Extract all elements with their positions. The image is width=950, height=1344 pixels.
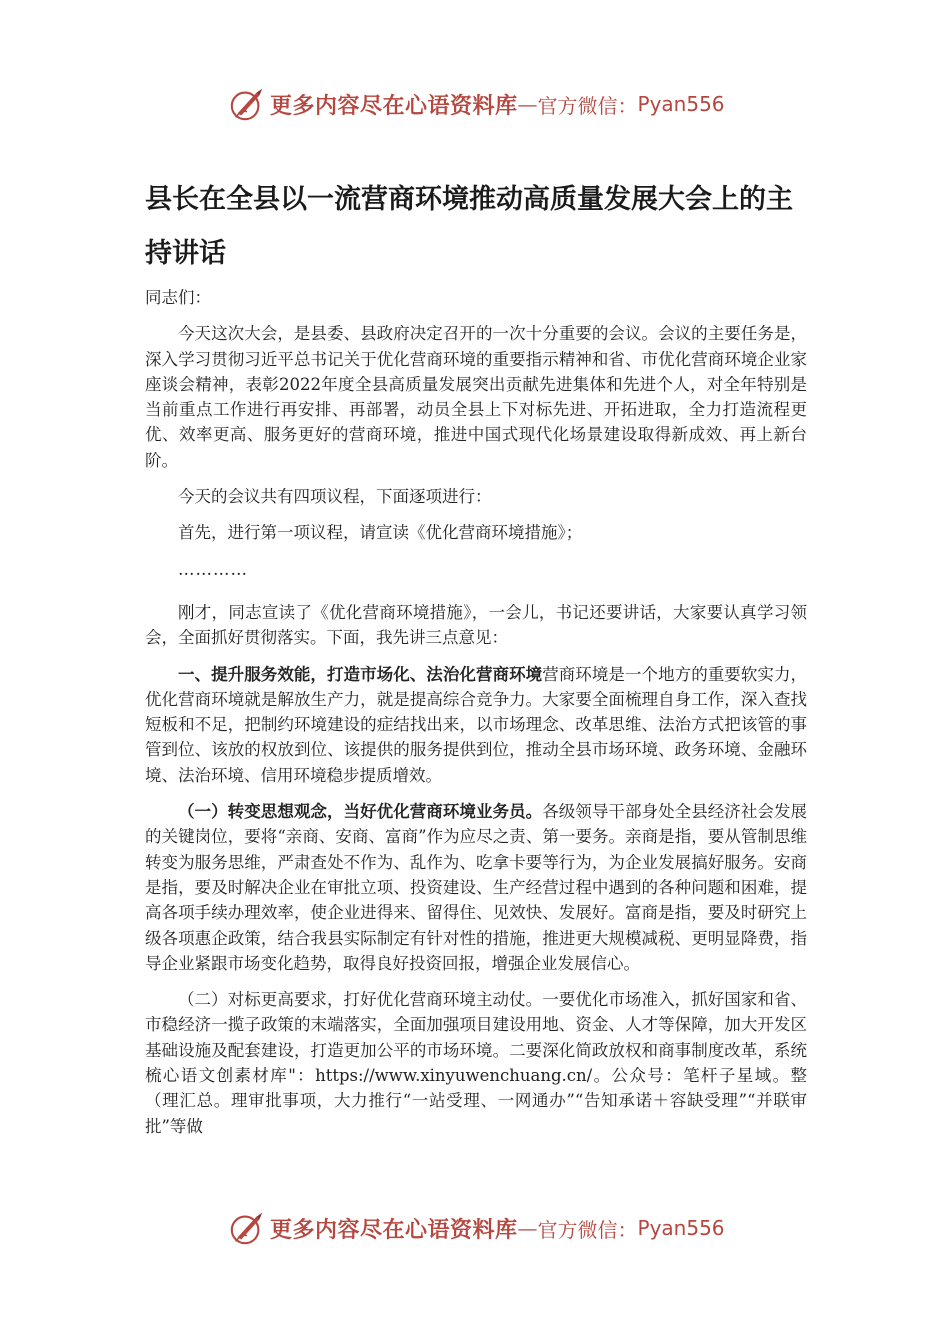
paragraph-agenda: 今天的会议共有四项议程，下面逐项进行： bbox=[178, 487, 492, 507]
ellipsis: ………… bbox=[178, 559, 248, 579]
section-1-1-body: 各级领导干部身处全县经济社会发展的关键岗位，要将“亲商、安商、富商”作为应尽之责、第一要务。亲商是指，要从管制思维转变为服务思维，严肃查处不作为、乱作为、吃拿卡要等行为，为企业发展搞好服务。安商是指，要及时解决企业在审批立项、投资建设、生产经营过程中遇到的各种问题和困难，提高各项手续办理效率，使企业进得来、留得住、见效快、发展好。富商是指，要及时研究上级各项惠企政策，结合我县实际制定有针对性的措施，推进更大规模减税、更明显降费，指导企业紧跟市场变化趋势，取得良好投资回报，增强企业发展信心。 bbox=[145, 802, 808, 973]
section-1-2-body: 一要优化市场准入，抓好国家和省、市稳经济一揽子政策的末端落实，全面加强项目建设用地、资金、人才等保障，加大开发区基础设施及配套建设，打造更加公平的市场环境。二要深化简政放权和商事制度改革，系统梳心语文创素材库"：https://www.xinyuwenchuang.cn/。公众号：笔杆子星域。整（理汇总。理审批事项，大力推行“一站受理、一网通办”“告知承诺＋容缺受理”“并联审批”等做 bbox=[145, 990, 808, 1136]
watermark-dash: — bbox=[517, 1216, 538, 1240]
section-1-heading: 一、提升服务效能，打造市场化、法治化营商环境 bbox=[178, 664, 543, 684]
header-watermark bbox=[228, 84, 725, 124]
section-1-2 bbox=[145, 987, 807, 1139]
document-title: 县长在全县以一流营商环境推动高质量发展大会上的主持讲话 bbox=[145, 184, 793, 269]
section-1-2-heading: （二）对标更高要求，打好优化营商环境主动仗。 bbox=[178, 990, 543, 1010]
footer-watermark bbox=[228, 1208, 725, 1248]
paragraph-transition: 刚才，同志宣读了《优化营商环境措施》，一会儿，书记还要讲话，大家要认真学习领会，全面抓好贯彻落实。下面，我先讲三点意见： bbox=[145, 602, 807, 648]
watermark-id: Pyan556 bbox=[637, 92, 725, 116]
document-body bbox=[145, 285, 807, 1150]
section-1-1 bbox=[145, 799, 807, 976]
watermark-sub-text: 官方微信： bbox=[537, 93, 638, 118]
watermark-id: Pyan556 bbox=[637, 1216, 725, 1240]
paragraph-first-item: 首先，进行第一项议程，请宣读《优化营商环境措施》； bbox=[178, 523, 583, 543]
watermark-main-text: 更多内容尽在心语资料库 bbox=[270, 1216, 518, 1243]
watermark-main-text: 更多内容尽在心语资料库 bbox=[270, 92, 518, 119]
quill-logo-icon bbox=[228, 1209, 266, 1247]
quill-logo-icon bbox=[228, 85, 266, 123]
paragraph-intro: 今天这次大会，是县委、县政府决定召开的一次十分重要的会议。会议的主要任务是，深入学习贯彻习近平总书记关于优化营商环境的重要指示精神和省、市优化营商环境企业家座谈会精神，表彰2022年度全县高质量发展突出贡献先进集体和先进个人，对全年特别是当前重点工作进行再安排、再部署，动员全县上下对标先进、开拓进取，全力打造流程更优、效率更高、服务更好的营商环境，推进中国式现代化场景建设取得新成效、再上新台阶。 bbox=[145, 324, 807, 470]
section-1-body: 营商环境是一个地方的重要软实力，优化营商环境就是解放生产力，就是提高综合竞争力。大家要全面梳理自身工作，深入查找短板和不足，把制约环境建设的症结找出来，以市场理念、改革思维、法治方式把该管的事管到位、该放的权放到位、该提供的服务提供到位，推动全县市场环境、政务环境、金融环境、法治环境、信用环境稳步提质增效。 bbox=[145, 664, 808, 785]
watermark-sub-text: 官方微信： bbox=[537, 1217, 638, 1242]
salutation: 同志们： bbox=[145, 288, 211, 307]
section-1 bbox=[145, 662, 807, 788]
watermark-dash: — bbox=[517, 92, 538, 116]
section-1-1-heading: （一）转变思想观念，当好优化营商环境业务员。 bbox=[178, 802, 543, 822]
